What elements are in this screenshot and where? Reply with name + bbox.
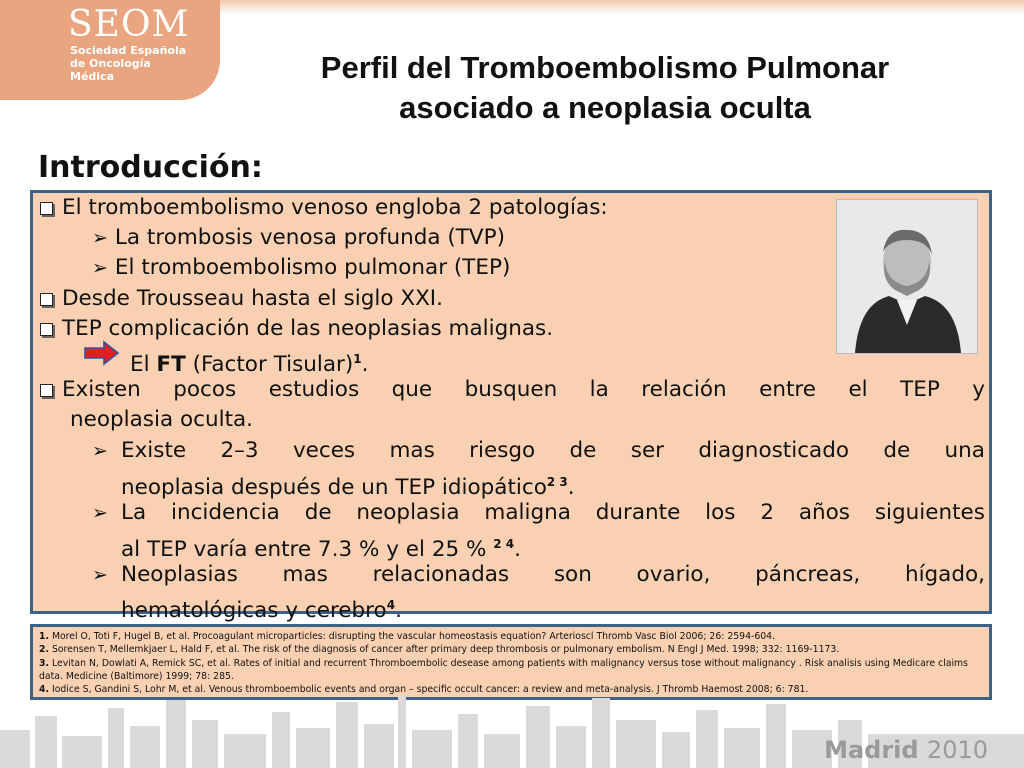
- checkbox-bullet-icon: [40, 293, 53, 306]
- sub-bullet-1-text: La trombosis venosa profunda (TVP): [114, 225, 505, 250]
- sub-bullet-3-end: .: [567, 475, 575, 500]
- reference-text: Levitan N, Dowlati A, Remick SC, et al. Rates of initial and recurrent Thromboembolic desease among patients with malignancy versus tose without malignancy . Risk analisis using Medicare claims: [49, 657, 968, 669]
- ft-end: .: [361, 352, 369, 377]
- sub-bullet-5-ref: 4: [386, 598, 396, 612]
- bullet-4-line-1: [40, 375, 985, 405]
- reference-text: Iodice S, Gandini S, Lohr M, et al. Venous thromboembolic events and organ – specific occult cancer: a review and meta-analysis. J Thromb Haemost 2008; 6: 781.: [49, 684, 809, 696]
- slide-title: [195, 48, 1015, 128]
- checkbox-bullet-icon: [40, 323, 53, 336]
- sub-bullet-4-marker: [92, 498, 115, 528]
- ft-bold: FT: [156, 352, 186, 377]
- title-line-2: asociado a neoplasia oculta: [399, 90, 811, 125]
- sub-bullet-3-line-1: Existe 2–3 veces mas riesgo de ser diagnosticado de una: [121, 438, 985, 463]
- sub-bullet-5-marker: [92, 560, 115, 590]
- checkbox-bullet-icon: [40, 202, 53, 215]
- sub-bullet-5-line-2: [121, 590, 402, 626]
- references-box: [30, 624, 992, 700]
- sub-bullet-3-ref: 2 3: [546, 475, 568, 489]
- sub-bullet-3-text-2: neoplasia después de un TEP idiopático: [121, 475, 547, 500]
- arrowhead-bullet-icon: ➢: [92, 564, 108, 586]
- footer-year: 2010: [926, 736, 988, 764]
- bullet-4-line-2: neoplasia oculta.: [70, 407, 254, 432]
- sub-bullet-2-text: El tromboembolismo pulmonar (TEP): [114, 255, 511, 280]
- sub-bullet-5-line-1: Neoplasias mas relacionadas son ovario, páncreas, hígado,: [121, 562, 985, 587]
- bullet-1: [40, 193, 608, 223]
- reference-item: [39, 630, 983, 643]
- footer-city: Madrid: [824, 736, 919, 764]
- sub-bullet-5-text-2: hematológicas y cerebro: [121, 598, 387, 623]
- ft-prefix: El: [130, 352, 157, 377]
- section-heading: Introducción:: [38, 150, 263, 185]
- reference-number: 4.: [39, 684, 50, 696]
- sub-bullet-1: [92, 223, 505, 253]
- sub-bullet-4-end: .: [514, 537, 522, 562]
- reference-number: 2.: [39, 644, 50, 656]
- reference-text: data. Medicine (Baltimore) 1999; 78: 285.: [39, 670, 234, 682]
- reference-text: Morel O, Toti F, Hugel B, et al. Procoagulant microparticles: disrupting the vascular homeostasis equation? Arterioscl Thromb Vasc Biol 2006; 26: 2594-604.: [49, 631, 776, 642]
- arrowhead-bullet-icon: ➢: [92, 502, 108, 524]
- sub-bullet-4-line-1: La incidencia de neoplasia maligna durante los 2 años siguientes: [121, 500, 985, 525]
- arrowhead-bullet-icon: ➢: [92, 440, 108, 462]
- red-arrow-icon: [84, 340, 120, 366]
- bullet-4-text-1: Existen pocos estudios que busquen la relación entre el TEP y: [62, 377, 985, 402]
- sub-bullet-2: [92, 253, 510, 283]
- title-line-1: Perfil del Tromboembolismo Pulmonar: [320, 50, 890, 85]
- bullet-2: [40, 284, 443, 314]
- bullet-3-text: TEP complicación de las neoplasias malignas.: [62, 316, 554, 341]
- header-strip: [200, 0, 1024, 14]
- logo-name: SEOM: [68, 4, 190, 45]
- reference-item: [39, 643, 983, 656]
- logo-banner: [0, 0, 220, 100]
- sub-bullet-4-text-2: al TEP varía entre 7.3 % y el 25 %: [121, 537, 494, 562]
- reference-number: 1.: [39, 631, 50, 642]
- portrait-image: [836, 199, 978, 354]
- sub-bullet-5-end: .: [395, 598, 402, 623]
- footer-brand: [824, 736, 988, 764]
- bullet-2-text: Desde Trousseau hasta el siglo XXI.: [62, 286, 443, 311]
- ft-suffix: (Factor Tisular): [185, 352, 354, 377]
- reference-number: 3.: [39, 657, 50, 669]
- reference-item: [39, 670, 983, 683]
- arrowhead-bullet-icon: ➢: [92, 257, 108, 279]
- reference-item: [39, 657, 983, 670]
- reference-text: Sorensen T, Mellemkjaer L, Hald F, et al. The risk of the diagnosis of cancer after primary deep thrombosis or pulmonary embolism. N Engl J Med. 1998; 332: 1169-1173.: [49, 644, 840, 656]
- ft-ref: 1: [353, 352, 362, 366]
- checkbox-bullet-icon: [40, 384, 53, 397]
- logo-subtitle: Sociedad Española de Oncología Médica: [70, 44, 187, 83]
- arrowhead-bullet-icon: ➢: [92, 227, 108, 249]
- sub-bullet-3-marker: [92, 436, 115, 466]
- sub-bullet-4-ref: 2 4: [493, 537, 515, 551]
- bullet-1-text: El tromboembolismo venoso engloba 2 patologías:: [62, 195, 608, 220]
